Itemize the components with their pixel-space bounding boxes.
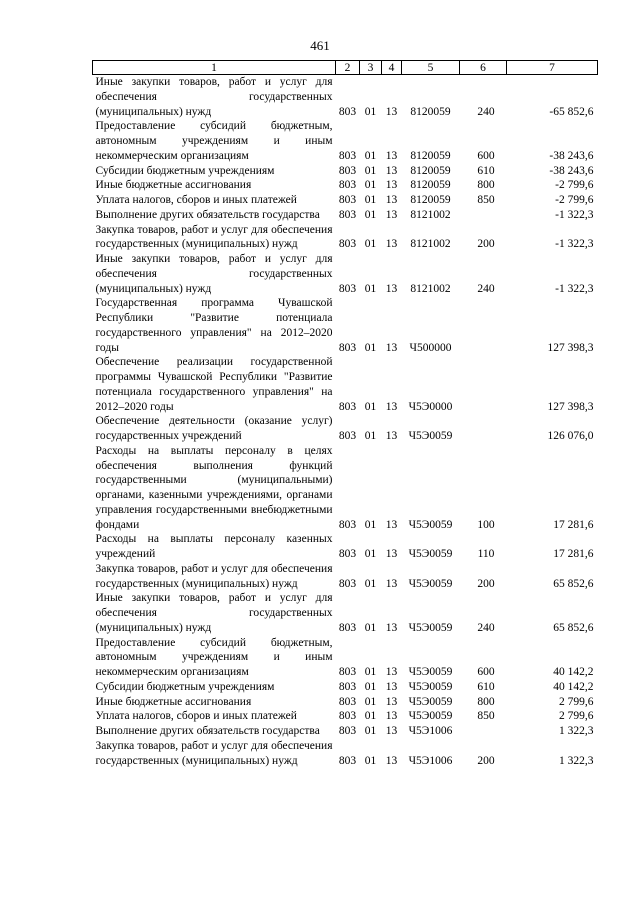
subsection-code-cell: 13 (385, 666, 398, 678)
row-name-cell: Обеспечение деятельности (оказание услуг) государственных учреждений (95, 415, 333, 442)
section-code-cell: 01 (364, 194, 377, 206)
section-code-cell: 01 (364, 105, 377, 118)
expense-type-cell (460, 414, 507, 444)
subsection-code-cell: 13 (385, 621, 398, 634)
ministry-code-cell: 803 (338, 754, 357, 767)
table-body (93, 75, 598, 769)
target-article-cell: Ч5Э0059 (408, 548, 453, 560)
amount-cell: 65 852,6 (553, 621, 594, 634)
column-header-expense-type: 6 (460, 61, 507, 75)
section-code-cell: 01 (364, 577, 377, 590)
ministry-code-cell: 803 (338, 105, 357, 118)
table-row (93, 296, 598, 355)
amount-cell: 1 322,3 (559, 725, 594, 737)
subsection-code-cell: 13 (385, 680, 398, 693)
amount-cell: 2 799,6 (559, 710, 594, 723)
section-code-cell: 01 (364, 548, 377, 560)
target-article-cell: Ч5Э0059 (408, 710, 453, 723)
target-article-cell: 8120059 (410, 164, 451, 177)
ministry-code-cell: 803 (338, 680, 357, 693)
ministry-code-cell: 803 (338, 194, 357, 206)
section-code-cell: 01 (364, 621, 377, 634)
ministry-code-cell: 803 (338, 179, 357, 192)
ministry-code-cell: 803 (338, 282, 357, 295)
expense-type-cell (460, 208, 507, 223)
target-article-cell: Ч500000 (409, 341, 452, 354)
ministry-code-cell: 803 (338, 164, 357, 177)
row-name-cell: Закупка товаров, работ и услуг для обеспечения государственных (муниципальных) нужд (95, 739, 333, 767)
table-row (93, 75, 598, 120)
expense-type-cell: 600 (477, 149, 495, 162)
subsection-code-cell: 13 (385, 695, 398, 708)
row-name-cell: Обеспечение реализации государственной программы Чувашской Республики "Развитие потенциала государственного управления" на 2012–2020 годы (95, 356, 333, 413)
row-name-cell: Закупка товаров, работ и услуг для обеспечения государственных (муниципальных) нужд (95, 223, 333, 251)
page-number: 461 (310, 38, 330, 53)
row-name-cell: Выполнение других обязательств государства (95, 208, 320, 221)
expense-type-cell (460, 355, 507, 414)
subsection-code-cell: 13 (385, 105, 398, 118)
target-article-cell: 8120059 (410, 105, 451, 118)
row-name-cell: Иные закупки товаров, работ и услуг для обеспечения государственных (муниципальных) нужд (95, 76, 333, 118)
subsection-code-cell: 13 (385, 577, 398, 590)
section-code-cell: 01 (364, 149, 377, 162)
subsection-code-cell: 13 (385, 208, 398, 221)
expense-type-cell: 200 (477, 238, 495, 251)
expense-type-cell: 200 (477, 754, 495, 767)
amount-cell: -1 322,3 (555, 208, 594, 221)
section-code-cell: 01 (364, 179, 377, 192)
row-name-cell: Выполнение других обязательств государства (95, 725, 320, 737)
amount-cell: 127 398,3 (547, 400, 594, 413)
row-name-cell: Государственная программа Чувашской Республики "Развитие потенциала государственного управления" на 2012–2020 годы (95, 297, 333, 354)
table-row (93, 164, 598, 179)
amount-cell: 2 799,6 (559, 695, 594, 708)
row-name-cell: Уплата налогов, сборов и иных платежей (95, 710, 297, 723)
amount-cell: 17 281,6 (553, 518, 594, 531)
ministry-code-cell: 803 (338, 695, 357, 708)
ministry-code-cell: 803 (338, 341, 357, 354)
expense-type-cell (460, 296, 507, 355)
amount-cell: -2 799,6 (555, 179, 594, 192)
table-row (93, 636, 598, 680)
section-code-cell: 01 (364, 725, 377, 737)
table-row (93, 119, 598, 163)
ministry-code-cell: 803 (338, 666, 357, 678)
expense-type-cell: 800 (477, 695, 495, 708)
section-code-cell: 01 (364, 208, 377, 221)
target-article-cell: 8121002 (410, 282, 451, 295)
column-header-target-article: 5 (402, 61, 460, 75)
column-header-name: 1 (93, 61, 336, 75)
amount-cell: -38 243,6 (549, 164, 594, 177)
ministry-code-cell: 803 (338, 149, 357, 162)
ministry-code-cell: 803 (338, 518, 357, 531)
table-row (93, 223, 598, 253)
table-row (93, 739, 598, 769)
subsection-code-cell: 13 (385, 179, 398, 192)
amount-cell: 17 281,6 (553, 548, 594, 560)
expense-type-cell: 850 (477, 710, 495, 723)
row-name-cell: Субсидии бюджетным учреждениям (95, 164, 275, 177)
subsection-code-cell: 13 (385, 400, 398, 413)
row-name-cell: Расходы на выплаты персоналу казенных учреждений (95, 533, 333, 560)
expense-type-cell: 240 (477, 621, 495, 634)
expense-type-cell: 200 (477, 577, 495, 590)
target-article-cell: Ч5Э0059 (408, 695, 453, 708)
target-article-cell: Ч5Э0059 (408, 518, 453, 531)
target-article-cell: Ч5Э0059 (408, 680, 453, 693)
ministry-code-cell: 803 (338, 621, 357, 634)
subsection-code-cell: 13 (385, 194, 398, 206)
subsection-code-cell: 13 (385, 710, 398, 723)
ministry-code-cell: 803 (338, 430, 357, 442)
ministry-code-cell: 803 (338, 710, 357, 723)
subsection-code-cell: 13 (385, 518, 398, 531)
target-article-cell: 8121002 (410, 208, 451, 221)
amount-cell: 1 322,3 (559, 754, 594, 767)
column-header-ministry: 2 (336, 61, 360, 75)
table-row (93, 355, 598, 414)
table-row (93, 208, 598, 223)
table-row (93, 680, 598, 695)
amount-cell: 126 076,0 (547, 430, 594, 442)
subsection-code-cell: 13 (385, 430, 398, 442)
target-article-cell: 8120059 (410, 179, 451, 192)
section-code-cell: 01 (364, 164, 377, 177)
section-code-cell: 01 (364, 400, 377, 413)
table-row (93, 724, 598, 739)
section-code-cell: 01 (364, 238, 377, 251)
target-article-cell: Ч5Э1006 (408, 754, 453, 767)
table-row (93, 591, 598, 635)
expense-type-cell (460, 724, 507, 739)
ministry-code-cell: 803 (338, 208, 357, 221)
subsection-code-cell: 13 (385, 341, 398, 354)
target-article-cell: Ч5Э1006 (408, 725, 453, 737)
expense-type-cell: 110 (477, 548, 495, 560)
target-article-cell: Ч5Э0059 (408, 430, 453, 442)
row-name-cell: Предоставление субсидий бюджетным, автономным учреждениям и иным некоммерческим организациям (95, 120, 333, 162)
amount-cell: -1 322,3 (555, 238, 594, 251)
section-code-cell: 01 (364, 282, 377, 295)
row-name-cell: Закупка товаров, работ и услуг для обеспечения государственных (муниципальных) нужд (95, 562, 333, 590)
column-header-subsection: 4 (382, 61, 402, 75)
table-header-row (93, 61, 598, 75)
column-header-amount: 7 (507, 61, 598, 75)
table-row (93, 695, 598, 710)
row-name-cell: Иные закупки товаров, работ и услуг для обеспечения государственных (муниципальных) нужд (95, 253, 333, 295)
expense-type-cell: 600 (477, 666, 495, 678)
target-article-cell: Ч5Э0059 (408, 621, 453, 634)
expense-type-cell: 800 (477, 179, 495, 192)
section-code-cell: 01 (364, 341, 377, 354)
subsection-code-cell: 13 (385, 164, 398, 177)
amount-cell: 40 142,2 (553, 680, 594, 693)
ministry-code-cell: 803 (338, 548, 357, 560)
ministry-code-cell: 803 (338, 400, 357, 413)
section-code-cell: 01 (364, 680, 377, 693)
amount-cell: -65 852,6 (549, 105, 594, 118)
row-name-cell: Уплата налогов, сборов и иных платежей (95, 194, 297, 206)
table-row (93, 414, 598, 444)
expense-type-cell: 100 (477, 518, 495, 531)
table-row (93, 709, 598, 724)
table-row (93, 532, 598, 562)
section-code-cell: 01 (364, 710, 377, 723)
section-code-cell: 01 (364, 754, 377, 767)
table-row (93, 562, 598, 592)
row-name-cell: Иные закупки товаров, работ и услуг для обеспечения государственных (муниципальных) нужд (95, 592, 333, 634)
table-row (93, 193, 598, 208)
ministry-code-cell: 803 (338, 577, 357, 590)
row-name-cell: Иные бюджетные ассигнования (95, 695, 252, 708)
column-header-section: 3 (360, 61, 382, 75)
table-row (93, 252, 598, 296)
row-name-cell: Расходы на выплаты персоналу в целях обеспечения выполнения функций государственными (муниципальными) органами, казенными учреждениями, органами управления государственными внебюджетными фондами (95, 444, 333, 531)
expense-type-cell: 240 (477, 105, 495, 118)
expense-type-cell: 240 (477, 282, 495, 295)
subsection-code-cell: 13 (385, 282, 398, 295)
section-code-cell: 01 (364, 430, 377, 442)
expense-type-cell: 610 (477, 164, 495, 177)
budget-table (92, 60, 598, 768)
row-name-cell: Субсидии бюджетным учреждениям (95, 680, 275, 693)
expense-type-cell: 610 (477, 680, 495, 693)
subsection-code-cell: 13 (385, 149, 398, 162)
row-name-cell: Иные бюджетные ассигнования (95, 179, 252, 192)
table-row (93, 178, 598, 193)
amount-cell: 127 398,3 (547, 341, 594, 354)
amount-cell: 65 852,6 (553, 577, 594, 590)
section-code-cell: 01 (364, 666, 377, 678)
ministry-code-cell: 803 (338, 725, 357, 737)
subsection-code-cell: 13 (385, 548, 398, 560)
amount-cell: -1 322,3 (555, 282, 594, 295)
subsection-code-cell: 13 (385, 754, 398, 767)
target-article-cell: 8120059 (410, 194, 451, 206)
amount-cell: -38 243,6 (549, 149, 594, 162)
amount-cell: 40 142,2 (553, 666, 594, 678)
target-article-cell: Ч5Э0000 (408, 400, 453, 413)
target-article-cell: 8120059 (410, 149, 451, 162)
target-article-cell: Ч5Э0059 (408, 666, 453, 678)
subsection-code-cell: 13 (385, 725, 398, 737)
section-code-cell: 01 (364, 518, 377, 531)
section-code-cell: 01 (364, 695, 377, 708)
expense-type-cell: 850 (477, 194, 495, 206)
table-row (93, 444, 598, 533)
target-article-cell: Ч5Э0059 (408, 577, 453, 590)
subsection-code-cell: 13 (385, 238, 398, 251)
ministry-code-cell: 803 (338, 238, 357, 251)
target-article-cell: 8121002 (410, 238, 451, 251)
row-name-cell: Предоставление субсидий бюджетным, автономным учреждениям и иным некоммерческим организациям (95, 636, 333, 678)
amount-cell: -2 799,6 (555, 194, 594, 206)
